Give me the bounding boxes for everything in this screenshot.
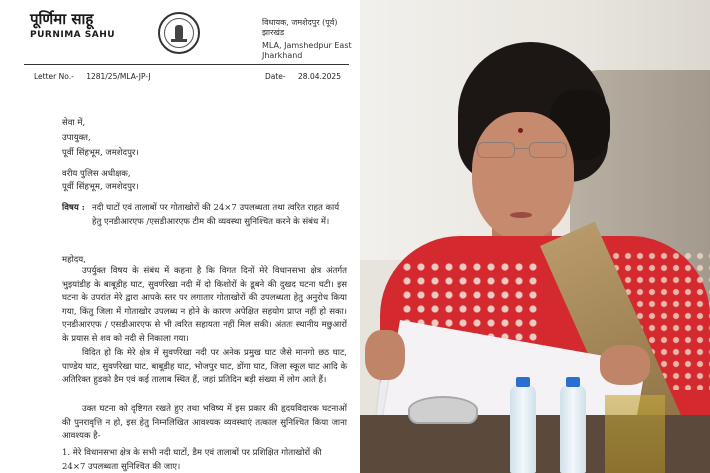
photo-mla-signing-documents (360, 0, 710, 473)
paragraph-text: उपर्युक्त विषय के संबंध में कहना है कि विगत दिनों मेरे विधानसभा क्षेत्र अंतर्गत भुइयांडीह के बाबूडीह घाट, सुवर्णरेखा नदी में दो किशोरों के डूबने की दुखद घटना घटी। इस घटना के उपरांत मेरे द्वारा आपके स्तर पर लगातार गोताखोरों की उपलब्धता हेतु अनुरोध किया गया, किंतु जिला में गोताखोर उपलब्ध न होने के कारण अपेक्षित सहयोग प्राप्त नहीं हो सका। एनडीआरएफ / एसडीआरएफ से भी त्वरित सहायता नहीं मिल सकी। अंततः स्थानीय मछुआरों के प्रयास से शव को नदी से निकाला गया। (62, 266, 347, 344)
list-item-1: 1. मेरे विधानसभा क्षेत्र के सभी नदी घाटों, डैम एवं तालाबों पर प्रशिक्षित गोताखोरों की 24×7 उपलब्धता सुनिश्चित की जाए। (62, 448, 322, 472)
letterhead-divider (24, 64, 349, 65)
letter-number-label: Letter No.- (34, 72, 74, 81)
address-line: सेवा में, (62, 118, 86, 128)
sender-name-english: PURNIMA SAHU (30, 30, 116, 40)
paragraph-text: विदित हो कि मेरे क्षेत्र में सुवर्णरेखा नदी पर अनेक प्रमुख घाट जैसे मानगो छठ घाट, पाण्डेय घाट, सुवर्णरेखा घाट, बाबूडीह घाट, भोजपुर घाट, डोंगा घाट, जिला स्कूल घाट आदि के अतिरिक्त हुडको डैम एवं कई तालाब स्थित हैं, जहां प्रतिदिन बड़ी संख्या में लोग आते हैं। (62, 348, 347, 386)
salutation: महोदय, (62, 255, 86, 265)
letter-subject (62, 201, 347, 229)
recipient-address-2 (62, 168, 139, 194)
address-line: वरीय पुलिस अधीक्षक, (62, 169, 131, 179)
letter-number (34, 72, 151, 81)
photo-lips (510, 212, 532, 218)
designation-english-line2: Jharkhand (262, 51, 303, 60)
designation-english-line1: MLA, Jamshedpur East (262, 41, 352, 50)
date-value: 28.04.2025 (298, 72, 341, 81)
photo-glass-tray (605, 395, 665, 473)
designation-hindi-line1: विधायक, जमशेदपुर (पूर्व) (262, 18, 338, 27)
letterhead-designation (262, 18, 352, 61)
photo-hand-with-pen (365, 330, 405, 380)
date-label: Date- (265, 72, 286, 81)
paragraph-text: उक्त घटना को दृष्टिगत रखते हुए तथा भविष्य में इस प्रकार की हृदयविदारक घटनाओं की पुनरावृत्ति न हो, इस हेतु निम्नलिखित आवश्यक व्यवस्थाएं तत्काल सुनिश्चित किया जाना आवश्यक है- (62, 404, 347, 442)
photo-spectacles (477, 142, 569, 160)
photo-hand (600, 345, 650, 385)
photo-water-bottle (560, 385, 586, 473)
letter-date (265, 72, 341, 81)
photo-face (472, 112, 574, 240)
photo-bowl (408, 396, 478, 424)
recipient-address-1 (62, 117, 139, 160)
letter-number-value: 1281/25/MLA-JP-J (86, 72, 151, 81)
address-line: पूर्वी सिंहभूम, जमशेदपुर। (62, 182, 139, 192)
letterhead-sender (30, 10, 115, 40)
sender-name-hindi: पूर्णिमा साहू (30, 10, 94, 28)
photo-water-bottle (510, 385, 536, 473)
body-paragraph-1 (62, 265, 347, 347)
address-line: पूर्वी सिंहभूम, जमशेदपुर। (62, 148, 139, 158)
body-paragraph-2 (62, 347, 347, 388)
address-line: उपायुक्त, (62, 133, 91, 143)
photo-bindi (518, 128, 523, 133)
state-emblem-icon (158, 12, 200, 54)
body-paragraph-3 (62, 403, 347, 444)
subject-label: विषय : (62, 203, 85, 213)
subject-text: नदी घाटों एवं तालाबों पर गोताखोरों की 24×7 उपलब्धता तथा त्वरित राहत कार्य हेतु एनडीआरएफ /एसडीआरएफ टीम की व्यवस्था सुनिश्चित करने के संबंध में। (92, 203, 340, 227)
designation-hindi-line2: झारखंड (262, 28, 285, 37)
